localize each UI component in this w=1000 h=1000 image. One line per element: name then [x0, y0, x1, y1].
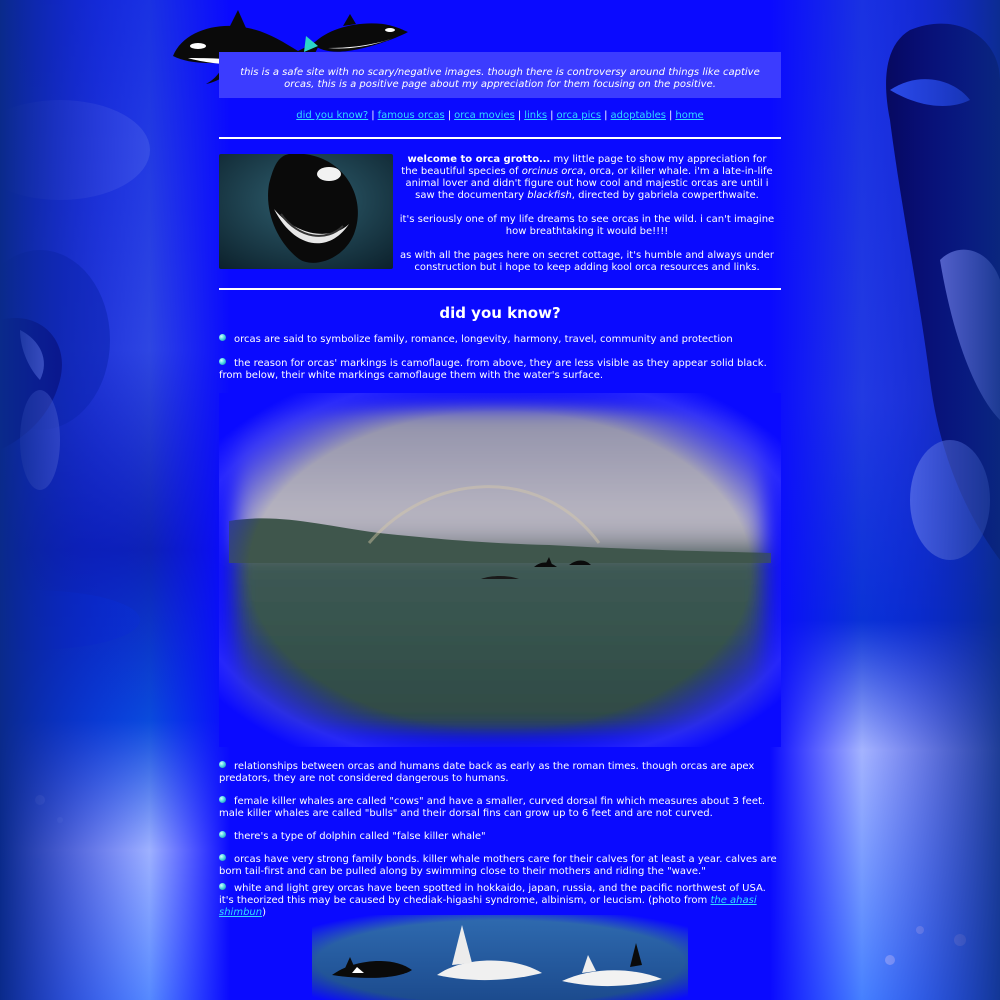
nav-bar [219, 110, 781, 122]
nav-link-famous-orcas[interactable]: famous orcas [377, 110, 445, 121]
nav-link-links[interactable]: links [524, 110, 548, 121]
welcome-heading: welcome to orca grotto... [407, 154, 551, 165]
fact-text: orcas are said to symbolize family, romance, longevity, harmony, travel, community and protection [234, 334, 733, 345]
nav-separator: | [517, 110, 522, 121]
nav-link-orca-movies[interactable]: orca movies [454, 110, 515, 121]
bullet-icon [219, 831, 226, 838]
nav-separator: | [371, 110, 375, 121]
intro-text-a: my little page to show my appreciation for the beautiful species of [401, 154, 767, 177]
fact-text: female killer whales are called "cows" and have a smaller, curved dorsal fin which measures about 3 feet. male killer whales are called "bulls" and their dorsal fins can grow up to 6 feet and are not curved. [219, 796, 766, 819]
notice-text: this is a safe site with no scary/negative images. though there is controversy around things like captive orcas, this is a positive page about my appreciation for them focusing on the positive. [240, 67, 760, 90]
left-side-orca-artwork [0, 0, 230, 1000]
bullet-icon [219, 334, 226, 341]
fact-text: there's a type of dolphin called "false killer whale" [234, 831, 486, 842]
nav-separator: | [604, 110, 608, 121]
bullet-icon [219, 761, 226, 768]
nav-link-adoptables[interactable]: adoptables [610, 110, 666, 121]
nav-link-home[interactable]: home [675, 110, 704, 121]
bullet-icon [219, 854, 226, 861]
fact-item [219, 831, 781, 843]
fact-text: relationships between orcas and humans date back as early as the roman times. though orcas are apex predators, they are not considered dangerous to humans. [219, 761, 755, 784]
section-title: did you know? [439, 304, 561, 322]
fact-item [219, 334, 781, 346]
nav-separator: | [447, 110, 452, 121]
orcas-rainbow-photo [219, 393, 781, 747]
orca-closeup-photo [219, 154, 393, 269]
fact-item [219, 854, 781, 878]
fact-item [219, 358, 781, 382]
white-orcas-photo [312, 915, 688, 1000]
intro-text [399, 154, 775, 286]
species-name: orcinus orca [521, 166, 584, 177]
bullet-icon [219, 358, 226, 365]
intro-paragraph-3: as with all the pages here on secret cottage, it's humble and always under construction but i hope to keep adding kool orca resources and links. [399, 250, 775, 273]
divider [219, 288, 781, 290]
fact-item [219, 883, 781, 919]
intro-paragraph-2: it's seriously one of my life dreams to see orcas in the wild. i can't imagine how breathtaking it would be!!!! [399, 214, 775, 237]
nav-separator: | [550, 110, 554, 121]
fact-text: white and light grey orcas have been spotted in hokkaido, japan, russia, and the pacific northwest of USA. it's theorized this may be caused by chediak-higashi syndrome, albinism, or leucism. (photo from [219, 883, 766, 906]
nav-separator: | [668, 110, 673, 121]
fact-text: orcas have very strong family bonds. killer whale mothers care for their calves for at least a year. calves are born tail-first and can be pulled along by swimming close to their mothers and riding the "wave." [219, 854, 777, 877]
right-side-orca-artwork [770, 0, 1000, 1000]
nav-link-did-you-know[interactable]: did you know? [296, 110, 369, 121]
ahasi-shimbun-link[interactable]: the ahasi shimbun [219, 895, 757, 918]
nav-link-orca-pics[interactable]: orca pics [556, 110, 602, 121]
intro-paragraph-1 [399, 154, 775, 202]
fact-text-end: ) [262, 907, 266, 918]
intro-text-b: , orca, or killer whale. i'm a late-in-life animal lover and didn't figure out how cool and majestic orcas are until i saw the documentary [405, 166, 773, 201]
fact-item [219, 796, 781, 820]
fact-item [219, 761, 781, 785]
intro-text-c: , directed by gabriela cowperthwaite. [571, 190, 759, 201]
documentary-title: blackfish [527, 190, 572, 201]
bullet-icon [219, 796, 226, 803]
main-content [219, 0, 781, 919]
bullet-icon [219, 883, 226, 890]
safe-site-notice [219, 52, 781, 98]
divider [219, 137, 781, 139]
intro-section [219, 154, 781, 273]
fact-text: the reason for orcas' markings is camoflauge. from above, they are less visible as they appear solid black. from below, their white markings camoflauge them with the water's surface. [219, 358, 767, 381]
